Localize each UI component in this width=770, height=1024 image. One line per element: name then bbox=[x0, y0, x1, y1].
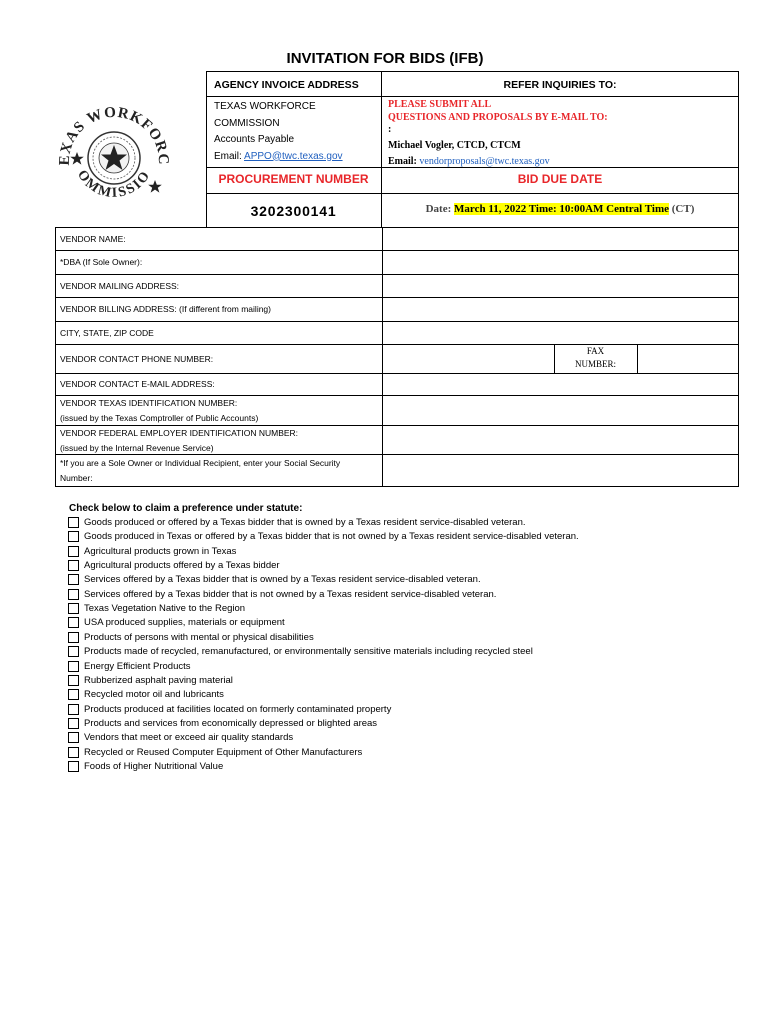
preferences-heading: Check below to claim a preference under statute: bbox=[69, 503, 303, 514]
preference-checkbox[interactable] bbox=[68, 689, 79, 700]
invoice-header: AGENCY INVOICE ADDRESS bbox=[214, 79, 359, 91]
vendor-name-row bbox=[55, 227, 739, 251]
header-row-line bbox=[206, 193, 739, 194]
email-row bbox=[55, 374, 739, 396]
invoice-address bbox=[214, 99, 343, 165]
preference-label: Goods produced in Texas or offered by a Texas bidder that is not owned by a Texas resident service-disabled veteran. bbox=[84, 531, 579, 543]
preference-checkbox[interactable] bbox=[68, 589, 79, 600]
inquiries-header: REFER INQUIRIES TO: bbox=[503, 79, 617, 91]
preference-checkbox[interactable] bbox=[68, 603, 79, 614]
bid-date-value: March 11, 2022 Time: 10:00AM Central Time bbox=[454, 203, 670, 215]
phone-row bbox=[55, 345, 739, 374]
fein-label bbox=[60, 426, 298, 455]
svg-text:COMMISSION: OMMISSIO bbox=[73, 167, 155, 202]
billing-label: VENDOR BILLING ADDRESS: (If different from mailing) bbox=[60, 304, 271, 314]
invoice-email-link[interactable]: APPO@twc.texas.gov bbox=[244, 150, 343, 162]
bid-date-suffix: (CT) bbox=[671, 203, 695, 215]
preference-checkbox[interactable] bbox=[68, 517, 79, 528]
preference-checkbox[interactable] bbox=[68, 546, 79, 557]
preference-label: Services offered by a Texas bidder that is owned by a Texas resident service-disabled veteran. bbox=[84, 574, 481, 586]
fein-row bbox=[55, 426, 739, 455]
inquiries-email-label: Email: bbox=[388, 156, 417, 167]
preference-checkbox[interactable] bbox=[68, 632, 79, 643]
preference-checkbox[interactable] bbox=[68, 661, 79, 672]
preference-label: Foods of Higher Nutritional Value bbox=[84, 760, 224, 772]
preference-label: Rubberized asphalt paving material bbox=[84, 674, 233, 686]
preference-checkbox[interactable] bbox=[68, 718, 79, 729]
vendor-info-table bbox=[55, 227, 739, 487]
preference-label: Goods produced or offered by a Texas bidder that is owned by a Texas resident service-disabled veteran. bbox=[84, 517, 526, 528]
twc-seal bbox=[55, 100, 173, 212]
bid-date-label: Date: bbox=[425, 203, 452, 215]
bid-due-date bbox=[381, 203, 739, 215]
city-row bbox=[55, 322, 739, 345]
inquiries-line: QUESTIONS AND PROPOSALS BY E-MAIL TO: bbox=[388, 111, 608, 123]
procurement-label: PROCUREMENT NUMBER bbox=[218, 172, 369, 186]
document-title: INVITATION FOR BIDS (IFB) bbox=[286, 50, 484, 67]
preference-label: Energy Efficient Products bbox=[84, 660, 191, 672]
preference-checkbox[interactable] bbox=[68, 747, 79, 758]
inquiries-line: : bbox=[388, 124, 392, 135]
mailing-row bbox=[55, 275, 739, 298]
preference-label: Recycled motor oil and lubricants bbox=[84, 689, 224, 701]
preference-label: Products and services from economically depressed or blighted areas bbox=[84, 717, 378, 729]
preference-label: Agricultural products offered by a Texas bidder bbox=[84, 560, 280, 572]
inquiries-email-link[interactable]: vendorproposals@twc.texas.gov bbox=[419, 156, 550, 167]
invoice-email-label: Email: bbox=[214, 150, 242, 162]
fax-label-line: NUMBER: bbox=[574, 359, 616, 369]
inquiries-contact: Michael Vogler, CTCD, CTCM bbox=[388, 139, 521, 151]
preference-checkbox[interactable] bbox=[68, 617, 79, 628]
dba-row bbox=[55, 251, 739, 275]
tin-label bbox=[60, 396, 258, 425]
invoice-line: Accounts Payable bbox=[214, 134, 295, 145]
invoice-line: TEXAS WORKFORCE bbox=[214, 101, 316, 112]
invoice-line: COMMISSION bbox=[214, 117, 280, 129]
ssn-label bbox=[60, 456, 340, 485]
preference-checkbox[interactable] bbox=[68, 675, 79, 686]
header-row-line bbox=[206, 96, 739, 97]
phone-label: VENDOR CONTACT PHONE NUMBER: bbox=[60, 354, 214, 364]
preference-checkbox[interactable] bbox=[68, 646, 79, 657]
fax-label bbox=[554, 345, 637, 371]
fax-label-line: FAX bbox=[586, 346, 605, 356]
inquiries-details bbox=[388, 99, 608, 169]
preference-checkbox[interactable] bbox=[68, 531, 79, 542]
preference-checkbox[interactable] bbox=[68, 704, 79, 715]
preference-label: Products made of recycled, remanufactured, or environmentally sensitive materials including recycled steel bbox=[84, 646, 533, 658]
tin-label-line: VENDOR TEXAS IDENTIFICATION NUMBER: bbox=[60, 398, 238, 408]
preference-checkbox[interactable] bbox=[68, 560, 79, 571]
ssn-label-line: *If you are a Sole Owner or Individual Recipient, enter your Social Security bbox=[60, 458, 341, 468]
vendor-name-label: VENDOR NAME: bbox=[60, 234, 126, 244]
bid-due-label: BID DUE DATE bbox=[517, 172, 603, 186]
fein-label-line: VENDOR FEDERAL EMPLOYER IDENTIFICATION NUMBER: bbox=[60, 428, 299, 438]
preference-label: Vendors that meet or exceed air quality standards bbox=[84, 732, 294, 744]
preference-label: USA produced supplies, materials or equipment bbox=[84, 617, 285, 629]
email-label: VENDOR CONTACT E-MAIL ADDRESS: bbox=[60, 379, 215, 389]
ssn-label-line: Number: bbox=[60, 472, 93, 483]
preference-label: Agricultural products grown in Texas bbox=[84, 545, 237, 557]
svg-text:TEXAS WORKFORCE: EXAS WORKFORC bbox=[56, 104, 172, 166]
preference-checkbox[interactable] bbox=[68, 574, 79, 585]
preference-label: Products produced at facilities located on formerly contaminated property bbox=[84, 703, 392, 715]
preference-label: Products of persons with mental or physical disabilities bbox=[84, 631, 314, 643]
preference-checkbox[interactable] bbox=[68, 761, 79, 772]
tin-row bbox=[55, 396, 739, 426]
city-label: CITY, STATE, ZIP CODE bbox=[60, 328, 154, 338]
procurement-number: 3202300141 bbox=[250, 203, 337, 219]
inquiries-line: PLEASE SUBMIT ALL bbox=[388, 99, 492, 110]
fein-label-line: (issued by the Internal Revenue Service) bbox=[60, 442, 214, 453]
billing-row bbox=[55, 298, 739, 322]
dba-label: *DBA (If Sole Owner): bbox=[60, 257, 143, 267]
preference-label: Recycled or Reused Computer Equipment of Other Manufacturers bbox=[84, 746, 363, 758]
preference-label: Services offered by a Texas bidder that is not owned by a Texas resident service-disabled veteran. bbox=[84, 588, 497, 600]
mailing-label: VENDOR MAILING ADDRESS: bbox=[60, 281, 180, 291]
preference-checkbox[interactable] bbox=[68, 732, 79, 743]
preference-label: Texas Vegetation Native to the Region bbox=[84, 603, 246, 615]
ssn-row bbox=[55, 455, 739, 487]
tin-label-line: (issued by the Texas Comptroller of Public Accounts) bbox=[60, 412, 259, 423]
